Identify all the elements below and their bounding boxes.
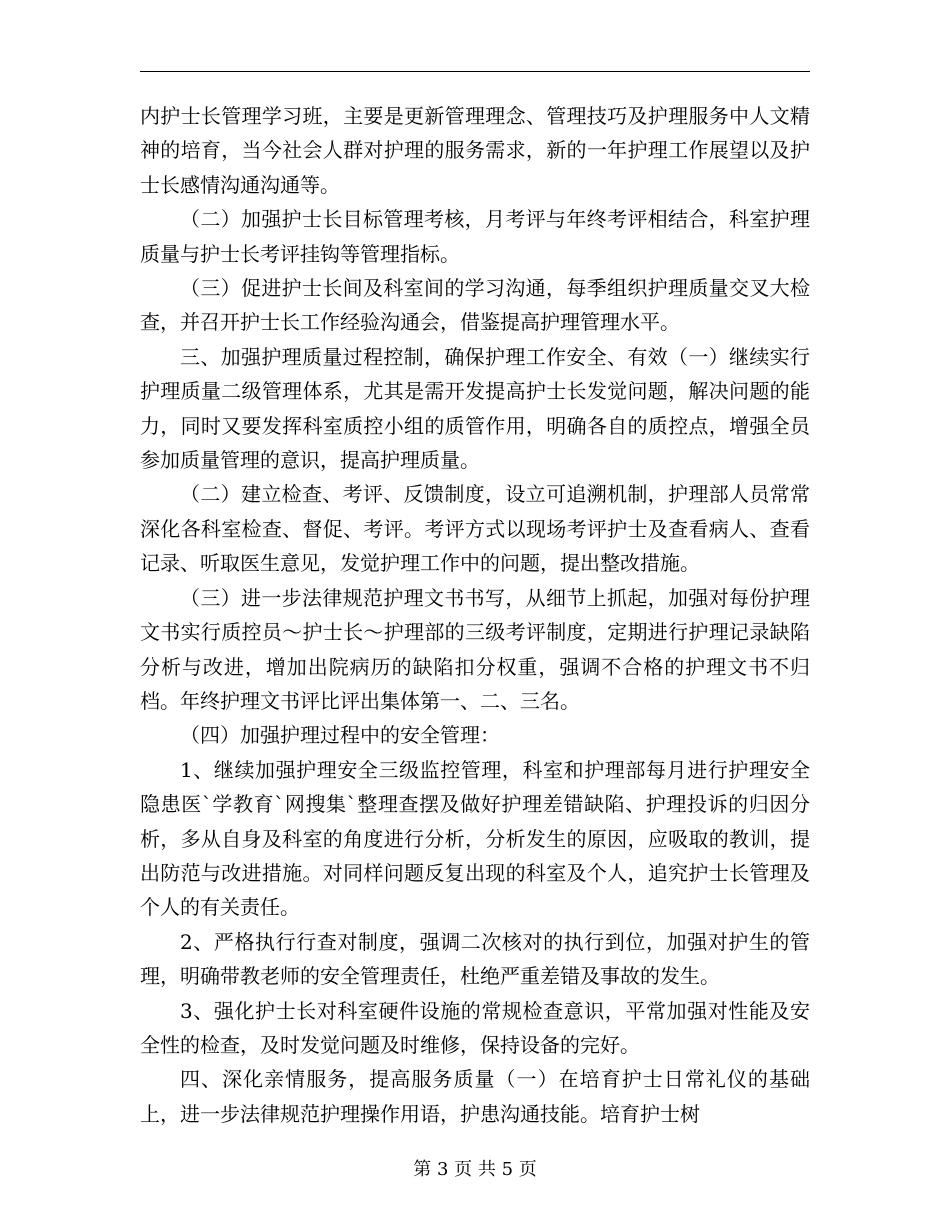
paragraph: （二）加强护士长目标管理考核，月考评与年终考评相结合，科室护理质量与护士长考评挂钩等管理指标。 xyxy=(140,207,810,266)
document-body xyxy=(140,99,810,1131)
paragraph: 三、加强护理质量过程控制，确保护理工作安全、有效（一）继续实行护理质量二级管理体系，尤其是需开发提高护士长发觉问题，解决问题的能力，同时又要发挥科室质控小组的质管作用，明确各自的质控点，增强全员参加质量管理的意识，提高护理质量。 xyxy=(140,344,810,473)
paragraph: （四）加强护理过程中的安全管理： xyxy=(180,723,500,748)
page-footer: 第 3 页 共 5 页 xyxy=(413,1159,537,1180)
paragraph: 内护士长管理学习班，主要是更新管理理念、管理技巧及护理服务中人文精神的培育，当今社会人群对护理的服务需求，新的一年护理工作展望以及护士长感情沟通沟通等。 xyxy=(140,104,810,197)
paragraph: （三）促进护士长间及科室间的学习沟通，每季组织护理质量交叉大检查，并召开护士长工作经验沟通会，借鉴提高护理管理水平。 xyxy=(140,276,810,335)
header-rule xyxy=(140,71,810,72)
paragraph: 1、继续加强护理安全三级监控管理，科室和护理部每月进行护理安全隐患医`学教育`网搜集`整理查摆及做好护理差错缺陷、护理投诉的归因分析，多从自身及科室的角度进行分析，分析发生的原因，应吸取的教训，提出防范与改进措施。对同样问题反复出现的科室及个人，追究护士长管理及个人的有关责任。 xyxy=(140,757,810,920)
paragraph: （三）进一步法律规范护理文书书写，从细节上抓起，加强对每份护理文书实行质控员～护士长～护理部的三级考评制度，定期进行护理记录缺陷分析与改进，增加出院病历的缺陷扣分权重，强调不合格的护理文书不归档。年终护理文书评比评出集体第一、二、三名。 xyxy=(140,585,810,713)
paragraph: 2、严格执行行查对制度，强调二次核对的执行到位，加强对护生的管理，明确带教老师的安全管理责任，杜绝严重差错及事故的发生。 xyxy=(140,929,810,989)
paragraph: 四、深化亲情服务，提高服务质量（一）在培育护士日常礼仪的基础上，进一步法律规范护理操作用语，护患沟通技能。培育护士树 xyxy=(140,1067,810,1126)
paragraph: （二）建立检查、考评、反馈制度，设立可追溯机制，护理部人员常常深化各科室检查、督促、考评。考评方式以现场考评护士及查看病人、查看记录、听取医生意见，发觉护理工作中的问题，提出整改措施。 xyxy=(140,482,810,576)
paragraph: 3、强化护士长对科室硬件设施的常规检查意识，平常加强对性能及安全性的检查，及时发觉问题及时维修，保持设备的完好。 xyxy=(140,998,810,1057)
